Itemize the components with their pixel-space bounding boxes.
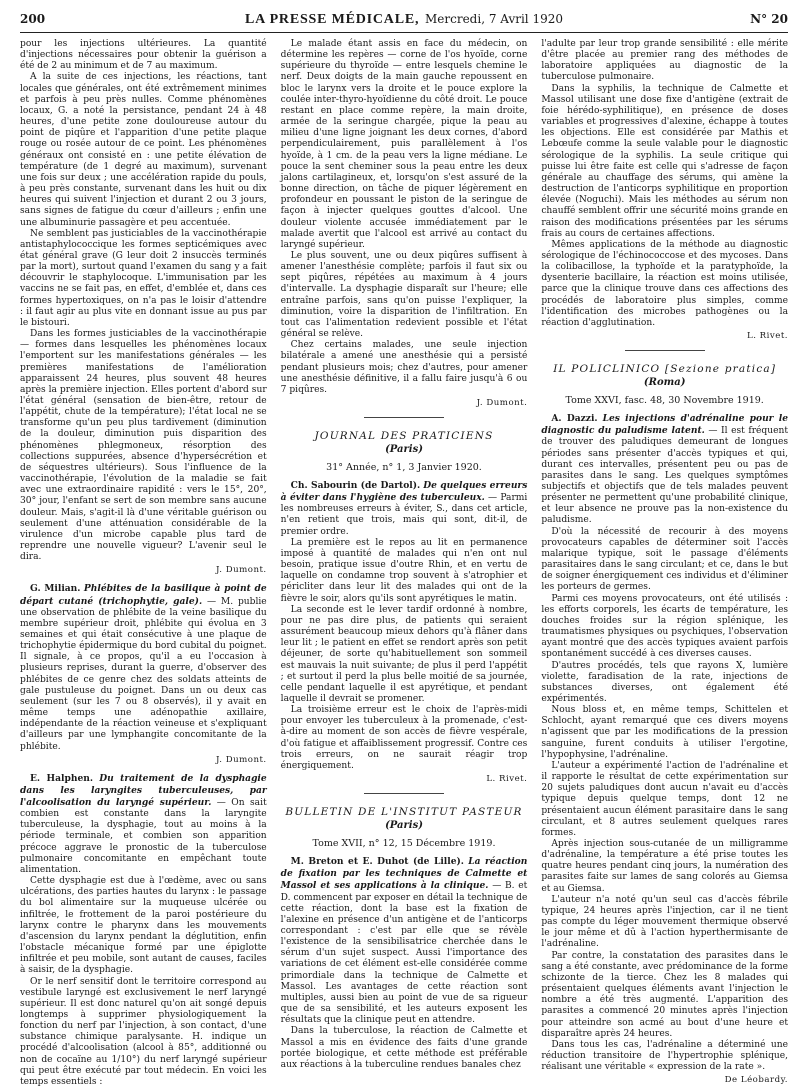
paragraph: Dans la syphilis, la technique de Calmette et Massol utilisant une dose fixe d'antigène (extrait de foie hérédo-syphilitique), en présence de doses variables et progressives d'alexine, échappe à toutes les objections. Elle est considérée par Mathis et Lebœufe comme la seule valable pour le diagnostic sérologique de la syphilis. La seule critique qui puisse lui être faite est celle qui s'adresse de façon générale au chauffage des sérums, qui amène la destruction de l'anticorps syphilitique en proportion élevée (Noguchi). Mais les méthodes au sérum non chauffé semblent offrir une sécurité moins grande en raison des modifications présentées par les sérums frais au cours de certaines affections. — [541, 84, 788, 240]
section-divider — [625, 350, 705, 351]
paragraph: Le plus souvent, une ou deux piqûres suffisent à amener l'anesthésie complète; parfois il faut six ou sept piqûres, répétées au maximum à 4 jours d'intervalle. La dysphagie disparaît sur l'heure; elle entraîne parfois, sans qu'on puisse l'expliquer, la diminution, voire la disparition de l'infiltration. En tout cas l'alimentation redevient possible et l'état général se relève. — [281, 251, 528, 340]
entry-author: M. Breton et E. Duhot (de Lille). — [291, 856, 464, 867]
paragraph: Chez certains malades, une seule injection bilatérale a amené une anesthésie qui a persisté pendant plusieurs mois; chez d'autres, pour amener une anesthésie définitive, il a fallu faire jusqu'à 6 ou 7 piqûres. — [281, 340, 528, 396]
paragraph: Mêmes applications de la méthode au diagnostic sérologique de l'échinococcose et des mycoses. Dans la colibacillose, la typhoïde et la paratyphoïde, la dysenterie bacillaire, la réaction est moins utilisée, parce que la clinique trouve dans ces affections des procédés de laboratoire plus simples, comme l'identification des microbes pathogènes ou la réaction d'agglutination. — [541, 240, 788, 329]
entry-title: Les injections d'adrénaline pour le diagnostic du paludisme latent. — [541, 413, 788, 436]
paragraph: Dans la tuberculose, la réaction de Calmette et Massol a mis en évidence des faits d'une grande portée biologique, et cette méthode est préférable aux réactions à la tuberculine rendues banales chez — [281, 1026, 528, 1071]
entry-author: Ch. Sabourin (de Dartol). — [291, 480, 421, 491]
paragraph: A la suite de ces injections, les réactions, tant locales que générales, ont été extrêmement minimes et parfois à peu près nulles. Comme phénomènes locaux, G. a noté la persistance, pendant 24 à 48 heures, d'une petite zone douloureuse autour du point de piqûre et l'apparition d'une petite plaque rouge ou rosée autour de ce point. Les phénomènes généraux ont consisté en : une petite élévation de température (de 1 degré au maximum), survenant une fois sur deux ; une accélération rapide du pouls, à peu près constante, survenant dans les huit ou dix heures qui suivent l'injection et durant 2 ou 3 jours, sans signes de fatigue du cœur d'ailleurs ; enfin une une albuminurie passagère et peu accentuée. — [20, 72, 267, 228]
paragraph: La première est le repos au lit en permanence imposé à quantité de malades qui n'en ont nul besoin, pratique issue d'outre Rhin, et en vertu de laquelle on condamne trop souvent à s'atrophier et péricliter dans leur lit des malades qui ont de la fièvre le soir, alors qu'ils sont apyrétiques le matin. — [281, 538, 528, 605]
paragraph: Dans les formes justiciables de la vaccinothérapie — formes dans lesquelles les phénomènes locaux l'emportent sur les manifestations générales — les premières manifestations de l'amélioration apparaissent 24 heures, plus souvent 48 heures après la première injection. Elles portent d'abord sur l'état général (sensation de bien-être, retour de l'appétit, chute de la température); l'état local ne se transforme qu'un peu plus tardivement (diminution de la douleur, diminution puis disparition des phénomènes phlegmoneux, résorption des collections suppurées, absence d'hypersécrétion et de séquestres ultérieurs). Sous l'influence de la vaccinothérapie, l'évolution de la maladie se fait avec une extraordinaire rapidité : vers le 15°, 20°, 30° jour, l'enfant se sert de son membre sans aucune douleur. Mais, s'agit-il là d'une véritable guérison ou seulement d'une atténuation considérable de la virulence d'un microbe capable plus tard de reprendre une nouvelle vigueur? L'avenir seul le dira. — [20, 329, 267, 563]
journal-place: (Paris) — [281, 820, 528, 831]
entry-title: Phlébites de la basilique à point de départ cutané (trichophytie, gale). — [20, 583, 267, 606]
journal-name: JOURNAL DES PRATICIENS — [281, 430, 528, 442]
author-signature: J. Dumont. — [281, 398, 528, 409]
paragraph: l'adulte par leur trop grande sensibilité : elle mérite d'être placée au premier rang des méthodes de laboratoire appliquées au diagnostic de la tuberculose pulmonaire. — [541, 39, 788, 84]
paragraph: Après injection sous-cutanée de un milligramme d'adrénaline, la température a été prise toutes les quatre heures pendant cinq jours, la numération des parasites faite sur lames de sang colorés au Giemsa et au Giemsa. — [541, 839, 788, 895]
abstract-entry — [20, 773, 267, 876]
abstract-entry — [541, 413, 788, 527]
abstract-entry — [281, 480, 528, 538]
journal-name: BULLETIN DE L'INSTITUT PASTEUR — [281, 806, 528, 818]
entry-title: La réaction de fixation par les techniques de Calmette et Massol et ses applications à la clinique. — [281, 856, 528, 891]
journal-place: (Roma) — [541, 377, 788, 388]
abstract-entry — [20, 583, 267, 752]
entry-text: — On sait combien est constante dans la laryngite tuberculeuse, la dysphagie, tout au moins à la période terminale, et combien son apparition précoce aggrave le pronostic de la tuberculose pulmonaire concomitante en empêchant toute alimentation. — [20, 798, 267, 875]
journal-place: (Paris) — [281, 444, 528, 455]
entry-text: — Parmi les nombreuses erreurs à éviter, S., dans cet article, n'en retient que trois, mais qui sont, dit-il, de premier ordre. — [281, 493, 528, 536]
entry-author: G. Milian. — [30, 583, 80, 594]
column-3 — [541, 39, 788, 1079]
entry-text: — Il est fréquent de trouver des paludiques demeurant de longues périodes sans présenter d'accès typiques et qui, durant ces intervalles, présentent peu ou pas de parasites dans le sang. Les quelques symptômes subjectifs et objectifs que de tels malades peuvent présenter ne permettent qu'une probabilité clinique, et leur absence ne prouve pas la non-existence du paludisme. — [541, 426, 788, 525]
entry-text: — M. publie une observation de phlébite de la veine basilique du membre supérieur droit, phlébite qui évolua en 3 semaines et qui était consécutive à une plaque de trichophytie épidermique du bord cubital du poignet. Il signale, à ce propos, qu'il a eu l'occasion à plusieurs reprises, durant la guerre, d'observer des phlébites de ce genre chez des soldats atteints de gale pustuleuse du poignet. Dans un ou deux cas seulement (sur les 7 ou 8 observés), il y avait en même temps une adénopathie axillaire, indépendante de la réaction veineuse et s'expliquant d'ailleurs par une lymphangite concomitante de la phlébite. — [20, 597, 267, 752]
entry-author: A. Dazzi. — [551, 413, 597, 424]
paragraph: D'où la nécessité de recourir à des moyens provocateurs capables de déterminer soit l'accès malarique typique, soit le passage d'éléments parasitaires dans le sang circulant; et ce, dans le but de soigner énergiquement ces individus et d'éliminer les porteurs de germes. — [541, 527, 788, 594]
paragraph: Ne semblent pas justiciables de la vaccinothérapie antistaphylococcique les formes septicémiques avec état général grave (G leur doit 2 insuccès terminés par la mort), surtout quand l'examen du sang y a fait découvrir le staphylocoque. L'immunisation par les vaccins ne se fait pas, en effet, d'emblée et, dans ces formes hypertoxiques, on n'a pas le loisir d'attendre : il faut agir au plus vite en donnant issue au pus par le bistouri. — [20, 229, 267, 329]
section-divider — [364, 417, 444, 418]
journal-issue: Tome XXVI, fasc. 48, 30 Novembre 1919. — [541, 395, 788, 406]
paragraph: pour les injections ultérieures. La quantité d'injections nécessaires pour obtenir la guérison a été de 2 au minimum et de 7 au maximum. — [20, 39, 267, 72]
entry-title: De quelques erreurs à éviter dans l'hygiène des tuberculeux. — [281, 480, 528, 503]
author-signature: J. Dumont. — [20, 755, 267, 766]
column-2 — [281, 39, 528, 1079]
paragraph: Cette dysphagie est due à l'œdème, avec ou sans ulcérations, des parties hautes du larynx : le passage du bol alimentaire sur la muqueuse ulcérée ou infiltrée, le frottement de la paroi postérieure du larynx contre le pharynx dans les mouvements d'ascension du larynx pendant la déglutition, enfin l'obstacle mécanique formé par une épiglotte infiltrée et peu mobile, sont autant de causes, faciles à saisir, de la dysphagie. — [20, 876, 267, 976]
paragraph: Dans tous les cas, l'adrénaline a déterminé une réduction transitoire de l'hypertrophie splénique, réalisant une véritable « expression de la rate ». — [541, 1040, 788, 1073]
paragraph: Par contre, la constatation des parasites dans le sang a été constante, avec prédominance de la forme schizonte de la tierce. Chez les 8 malades qui présentaient quelques éléments avant l'injection le nombre a été très augmenté. L'apparition des parasites a commencé 20 minutes après l'injection pour atteindre son acmé au bout d'une heure et disparaître après 24 heures. — [541, 951, 788, 1040]
journal-title: LA PRESSE MÉDICALE, — [245, 12, 419, 27]
entry-title: Du traitement de la dysphagie dans les laryngites tuberculeuses, par l'alcoolisation du laryngé supérieur. — [20, 773, 267, 808]
column-1 — [20, 39, 267, 1079]
paragraph: L'auteur a expérimenté l'action de l'adrénaline et il rapporte le résultat de cette expérimentation sur 20 sujets paludiques dont aucun n'avait eu d'accès typique depuis quelque temps, dont 12 ne présentaient aucun élément parasitaire dans le sang circulant, et 8 autres seulement quelques rares formes. — [541, 761, 788, 839]
header-date: Mercredi, 7 Avril 1920 — [425, 12, 563, 26]
page-number: 200 — [20, 12, 80, 26]
section-divider — [364, 793, 444, 794]
entry-text: — B. et D. commencent par exposer en détail la technique de cette réaction, dont la base est la fixation de l'alexine en présence d'un antigène et de l'anticorps correspondant : c'est par elle que se révèle l'existence de la sensibilisatrice cherchée dans le sérum d'un sujet suspect. Aussi l'importance des variations de cet élément est-elle considérée comme primordiale dans la technique de Calmette et Massol. Les avantages de cette réaction sont multiples, aussi bien au point de vue de sa rigueur que de sa sensibilité, et les auteurs exposent les résultats que la clinique peut en attendre. — [281, 881, 528, 1025]
author-signature: L. Rivet. — [281, 774, 528, 785]
author-signature: De Léobardy. — [541, 1075, 788, 1086]
journal-issue: Tome XVII, n° 12, 15 Décembre 1919. — [281, 838, 528, 849]
paragraph: La seconde est le lever tardif ordonné à nombre, pour ne pas dire plus, de patients qui seraient assurément beaucoup mieux dehors qu'à flâner dans leur lit ; le patient en effet se rendort après son petit déjeuner, de sorte qu'habituellement son sommeil est mauvais la nuit suivante; de plus il perd l'appétit ; et surtout il perd la plus belle moitié de sa journée, celle pendant laquelle il est apyrétique, et pendant laquelle il devrait se promener. — [281, 605, 528, 705]
journal-section-heading — [281, 430, 528, 473]
paragraph: Or le nerf sensitif dont le territoire correspond au vestibule laryngé est exclusivement le nerf laryngé supérieur. Il est donc naturel qu'on ait songé depuis longtemps à supprimer physiologiquement la fonction du nerf par l'injection, à son contact, d'une substance chimique paralysante. H. indique un procédé d'alcoolisation (alcool à 85°, additionné ou non de cocaïne au 1/10°) du nerf laryngé supérieur qui peut être exécuté par tout médecin. En voici les temps essentiels : — [20, 977, 267, 1088]
page-header — [20, 6, 788, 33]
author-signature: J. Dumont. — [20, 565, 267, 576]
journal-title-line — [245, 11, 563, 28]
entry-author: E. Halphen. — [30, 773, 93, 784]
journal-section-heading — [541, 363, 788, 406]
issue-number: N° 20 — [728, 12, 788, 26]
columns — [20, 39, 788, 1079]
paragraph: D'autres procédés, tels que rayons X, lumière violette, faradisation de la rate, injections de substances diverses, ont également été expérimentés. — [541, 661, 788, 706]
journal-name: IL POLICLINICO [Sezione pratica] — [541, 363, 788, 375]
author-signature: L. Rivet. — [541, 331, 788, 342]
journal-issue: 31° Année, n° 1, 3 Janvier 1920. — [281, 462, 528, 473]
journal-section-heading — [281, 806, 528, 849]
paragraph: La troisième erreur est le choix de l'après-midi pour envoyer les tuberculeux à la promenade, c'est-à-dire au moment de son accès de fièvre vespérale, d'où fatigue et affaiblissement progressif. Contre ces trois erreurs, on ne saurait réagir trop énergiquement. — [281, 705, 528, 772]
paragraph: Nous bloss et, en même temps, Schittelen et Schlocht, ayant remarqué que ces divers moyens n'agissent que par les modifications de la pression sanguine, furent conduits à utiliser l'ergotine, l'hypophysine, l'adrénaline. — [541, 705, 788, 761]
paragraph: Le malade étant assis en face du médecin, on détermine les repères — corne de l'os hyoïde, corne supérieure du thyroïde — entre lesquels chemine le nerf. Deux doigts de la main gauche repoussent en bloc le larynx vers la droite et le pouce explore la coulée inter-thyro-hyoïdienne du côté droit. Le pouce restant en place comme repère, la main droite, armée de la seringue chargée, pique la peau au milieu d'une ligne joignant les deux cornes, d'abord perpendiculairement, puis parallèlement à l'os hyoïde, à 1 cm. de la peau vers la ligne médiane. Le pouce la sent cheminer sous la peau entre les deux jalons cartilagineux, et, lorsqu'on s'est assuré de la bonne direction, on tâche de piquer légèrement en profondeur en poussant le piston de la seringue de façon à injecter quelques gouttes d'alcool. Une douleur violente accusée immédiatement par le malade avertit que l'alcool est arrivé au contact du laryngé supérieur. — [281, 39, 528, 251]
abstract-entry — [281, 856, 528, 1026]
paragraph: Parmi ces moyens provocateurs, ont été utilisés : les efforts corporels, les écarts de température, les douches froides sur la région splénique, les traumatismes physiques ou psychiques, l'observation ayant montré que des accès typiques avaient parfois spontanément succédé à ces diverses causes. — [541, 594, 788, 661]
paragraph: L'auteur n'a noté qu'un seul cas d'accès fébrile typique, 24 heures après l'injection, car il ne tient pas compte du léger mouvement thermique observé le jour même et dû à l'action hyperthermisante de l'adrénaline. — [541, 895, 788, 951]
